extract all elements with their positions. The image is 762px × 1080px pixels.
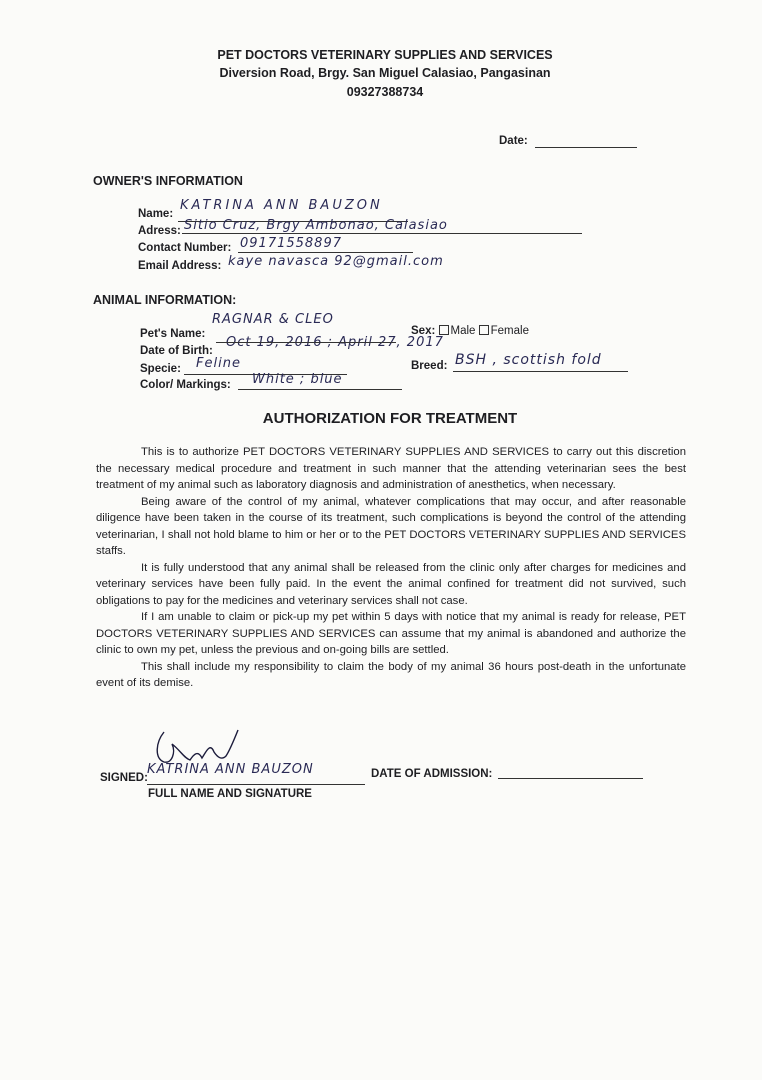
admission-date-label: DATE OF ADMISSION: (371, 768, 493, 780)
sex-field (411, 325, 529, 337)
specie-value: Feline (196, 356, 241, 371)
company-address: Diversion Road, Brgy. San Miguel Calasiao, Pangasinan (219, 66, 551, 80)
owner-address-label: Adress: (138, 225, 181, 237)
owner-address-value: Sitio Cruz, Brgy Ambonao, Calasiao (184, 218, 448, 233)
company-phone: 09327388734 (346, 85, 424, 99)
male-checkbox[interactable] (439, 325, 449, 335)
pet-name-label: Pet's Name: (140, 328, 206, 340)
animal-section-title: ANIMAL INFORMATION: (93, 293, 237, 307)
dob-line (216, 342, 396, 343)
authorization-paragraph-1: This is to authorize PET DOCTORS VETERINARY SUPPLIES AND SERVICES to carry out this discretion the necessary medical procedure and treatment in such manner that the attending veterinarian sees the best treatment of my animal such as laboratory diagnosis and administration of anesthetics, when necessary. (96, 446, 686, 491)
owner-section-title: OWNER'S INFORMATION (93, 174, 243, 188)
signed-value: KATRINA ANN BAUZON (147, 762, 314, 777)
signed-line (147, 784, 365, 785)
breed-line (453, 371, 628, 372)
owner-email-label: Email Address: (138, 260, 222, 272)
sex-option-female[interactable] (479, 325, 529, 337)
authorization-paragraph-5: This shall include my responsibility to claim the body of my animal 36 hours post-death in the unfortunate event of its demise. (96, 660, 686, 689)
signed-label: SIGNED: (100, 772, 148, 784)
owner-address-line (182, 233, 582, 234)
dob-label: Date of Birth: (140, 345, 213, 357)
color-line (238, 389, 402, 390)
authorization-paragraph-3: It is fully understood that any animal shall be released from the clinic only after charges for medicines and veterinary services have been fully paid. In the event the animal confined for treatment did not survived, such obligations to pay for the medicines and veterinary services shall not case. (96, 561, 686, 607)
owner-name-label: Name: (138, 208, 174, 220)
authorization-body (96, 444, 686, 692)
date-line (535, 147, 637, 148)
sex-label: Sex: (411, 325, 436, 337)
breed-label: Breed: (411, 360, 448, 372)
owner-contact-label: Contact Number: (138, 242, 232, 254)
pet-name-value: RAGNAR & CLEO (212, 312, 334, 327)
owner-name-value: KATRINA ANN BAUZON (180, 198, 383, 213)
authorization-title: AUTHORIZATION FOR TREATMENT (262, 410, 518, 427)
authorization-paragraph-4: If I am unable to claim or pick-up my pet within 5 days with notice that my animal is ready for release, PET DOCTORS VETERINARY SUPPLIES AND SERVICES can assume that my animal is abandoned and authorize the clinic to own my pet, unless the previous and on-going bills are settled. (96, 611, 686, 656)
admission-date-line (498, 778, 643, 779)
color-value: White ; blue (252, 372, 343, 387)
date-label: Date: (499, 135, 528, 147)
dob-value: Oct 19, 2016 ; April 27, 2017 (226, 335, 444, 350)
owner-email-value: kaye navasca 92@gmail.com (228, 254, 444, 269)
sex-option-male[interactable] (439, 325, 476, 337)
specie-label: Specie: (140, 363, 181, 375)
company-name: PET DOCTORS VETERINARY SUPPLIES AND SERVICES (217, 48, 553, 62)
female-checkbox[interactable] (479, 325, 489, 335)
breed-value: BSH , scottish fold (455, 352, 602, 368)
full-name-signature-label: FULL NAME AND SIGNATURE (148, 788, 312, 800)
sex-male-label: Male (450, 325, 476, 337)
color-label: Color/ Markings: (140, 379, 231, 391)
owner-contact-line (238, 252, 413, 253)
sex-female-label: Female (490, 325, 529, 337)
owner-contact-value: 09171558897 (240, 236, 342, 251)
authorization-paragraph-2: Being aware of the control of my animal, whatever complications that may occur, and after reasonable diligence have been taken in the course of its treatment, such complications is beyond the control of the attending veterinarian, I shall not hold blame to him or her or to the PET DOCTORS VETERINARY SUPPLIES AND SERVICES staffs. (96, 495, 686, 557)
